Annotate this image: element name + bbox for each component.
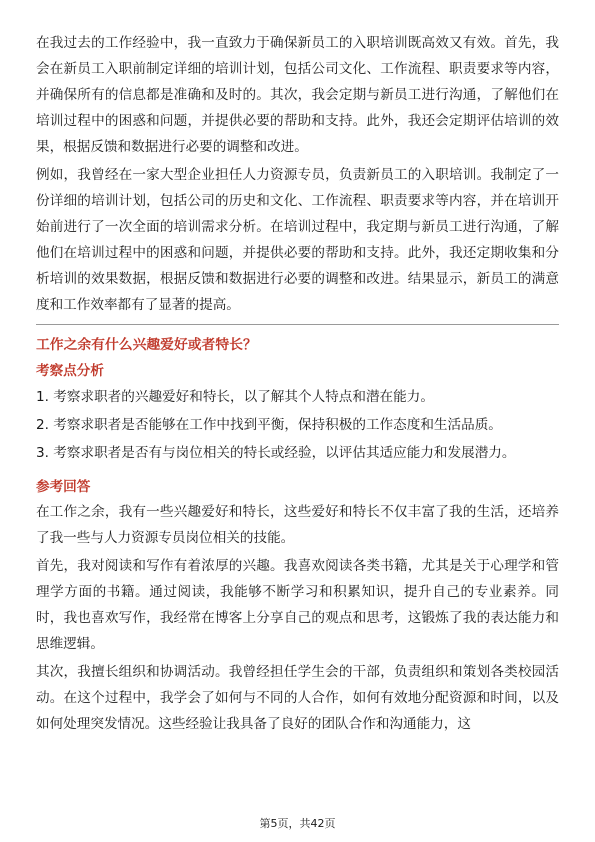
intro-paragraph-1: 在我过去的工作经验中，我一直致力于确保新员工的入职培训既高效又有效。首先，我会在新员工入职前制定详细的培训计划，包括公司文化、工作流程、职责要求等内容，并确保所有的信息都是准确和及时的。其次，我会定期与新员工进行沟通，了解他们在培训过程中的困惑和问题，并提供必要的帮助和支持。此外，我还会定期评估培训的效果，根据反馈和数据进行必要的调整和改进。 — [36, 35, 559, 155]
intro-paragraph-2: 例如，我曾经在一家大型企业担任人力资源专员，负责新员工的入职培训。我制定了一份详细的培训计划，包括公司的历史和文化、工作流程、职责要求等内容，并在培训开始前进行了一次全面的培训需求分析。在培训过程中，我定期与新员工进行沟通，了解他们在培训过程中的困惑和问题，并提供必要的帮助和支持。此外，我还定期收集和分析培训的效果数据，根据反馈和数据进行必要的调整和改进。结果显示，新员工的满意度和工作效率都有了显著的提高。 — [36, 167, 559, 313]
section-divider — [36, 324, 559, 325]
analysis-item-1: 1. 考察求职者的兴趣爱好和特长，以了解其个人特点和潜在能力。 — [36, 389, 434, 405]
document-page — [36, 30, 559, 739]
answer-paragraph-2: 首先，我对阅读和写作有着浓厚的兴趣。我喜欢阅读各类书籍，尤其是关于心理学和管理学方面的书籍。通过阅读，我能够不断学习和积累知识，提升自己的专业素养。同时，我也喜欢写作，我经常在博客上分享自己的观点和思考，这锻炼了我的表达能力和思维逻辑。 — [36, 558, 559, 652]
answer-paragraph-1: 在工作之余，我有一些兴趣爱好和特长，这些爱好和特长不仅丰富了我的生活，还培养了我一些与人力资源专员岗位相关的技能。 — [36, 504, 559, 546]
section-gap — [36, 467, 559, 473]
answer-paragraph-3: 其次，我擅长组织和协调活动。我曾经担任学生会的干部，负责组织和策划各类校园活动。在这个过程中，我学会了如何与不同的人合作，如何有效地分配资源和时间，以及如何处理突发情况。这些经验让我具备了良好的团队合作和沟通能力，这 — [36, 664, 559, 732]
analysis-title: 考察点分析 — [36, 363, 104, 379]
question-heading: 工作之余有什么兴趣爱好或者特长？ — [36, 337, 257, 353]
analysis-item-2: 2. 考察求职者是否能够在工作中找到平衡，保持积极的工作态度和生活品质。 — [36, 417, 502, 433]
answer-title: 参考回答 — [36, 479, 91, 495]
analysis-item-3: 3. 考察求职者是否有与岗位相关的特长或经验，以评估其适应能力和发展潜力。 — [36, 445, 516, 461]
page-number-footer: 第5页，共42页 — [259, 817, 336, 830]
